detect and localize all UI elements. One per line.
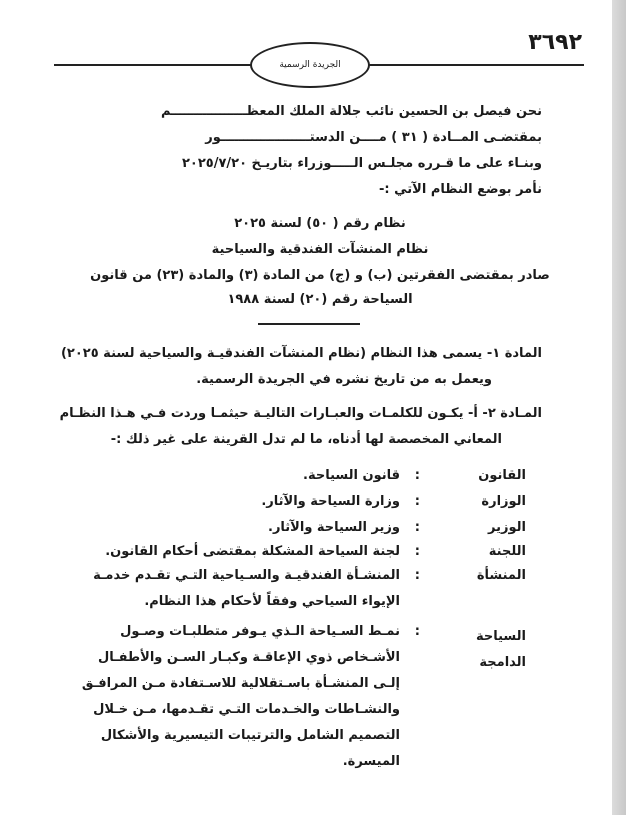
definition-text-inclusive-line-1: نمـط السـياحة الـذي يـوفر متطلبـات وصـول (120, 624, 400, 639)
preamble-line-4: نأمر بوضع النظام الآتي :- (379, 182, 542, 197)
gazette-label: الجريدة الرسمية (279, 60, 341, 70)
definition-text-ministry: وزارة السياحة والآثار. (261, 494, 400, 509)
definition-text-establishment-line-1: المنشـأة الفندقيـة والسـياحية التـي تقـدم خدمـة (93, 568, 400, 583)
regulation-basis-line-1: صادر بمقتضى الفقرتين (ب) و (ج) من المادة (٣) والمادة (٢٣) من قانون (90, 268, 550, 283)
definition-colon: : (414, 520, 420, 535)
page-edge-shadow (612, 0, 626, 815)
definition-term-inclusive-tourism: السياحة الدامجة (475, 629, 526, 670)
article-2-line-1: المـادة ٢- أ- يكـون للكلمـات والعبـارات التاليـة حيثمـا وردت فـي هـذا النظـام (59, 406, 542, 421)
definition-term-establishment: المنشأة (476, 568, 526, 583)
title-separator (258, 323, 360, 325)
preamble-line-3: وبنـاء على ما قـرره مجلـس الـــــوزراء بتاريـخ ٢٠٢٥/٧/٢٠ (181, 156, 542, 171)
page-number: ٣٦٩٢ (528, 30, 582, 55)
definition-colon: : (414, 624, 420, 639)
definition-text-inclusive-line-6: الميسرة. (342, 754, 400, 769)
definition-term-committee: اللجنة (488, 544, 526, 559)
preamble-line-1: نحن فيصل بن الحسين نائب جلالة الملك المعظـــــــــــــــــم (160, 104, 542, 119)
regulation-number: نظام رقم ( ٥٠) لسنة ٢٠٢٥ (234, 216, 406, 231)
definition-text-law: قانون السياحة. (303, 468, 400, 483)
gazette-label-oval (250, 42, 370, 88)
definition-text-committee: لجنة السياحة المشكلة بمقتضى أحكام القانون. (105, 544, 400, 559)
article-1-line-1: المادة ١- يسمى هذا النظام (نظام المنشآت الفندقيـة والسياحية لسنة ٢٠٢٥) (60, 346, 542, 361)
definition-colon: : (414, 544, 420, 559)
regulation-basis-line-2: السياحة رقم (٢٠) لسنة ١٩٨٨ (227, 292, 413, 307)
definition-text-inclusive-line-3: إلـى المنشـأة باسـتقلالية للاسـتفادة مـن المرافـق (81, 676, 400, 691)
definition-text-inclusive-line-4: والنشـاطات والخـدمات التـي تقـدمها، مـن خـلال (93, 702, 400, 717)
definition-term-ministry: الوزارة (481, 494, 526, 509)
definition-text-inclusive-line-2: الأشـخاص ذوي الإعاقـة وكبـار السـن والأطفـال (97, 650, 400, 665)
definition-colon: : (414, 568, 420, 583)
definition-text-inclusive-line-5: التصميم الشامل والترتيبات التيسيرية والأشكال (100, 728, 400, 743)
definition-colon: : (414, 494, 420, 509)
definition-term-law: القانون (478, 468, 526, 483)
article-1-line-2: ويعمل به من تاريخ نشره في الجريدة الرسمية. (196, 372, 492, 387)
regulation-title: نظام المنشآت الفندقية والسياحية (211, 242, 429, 257)
definition-term-minister: الوزير (488, 520, 526, 535)
definition-text-establishment-line-2: الإيواء السياحي وفقاً لأحكام هذا النظام. (144, 594, 400, 609)
preamble-line-2: بمقتضـى المــادة ( ٣١ ) مــــن الدستــــــــــــــــــــور (205, 130, 542, 145)
article-2-line-2: المعاني المخصصة لها أدناه، ما لم تدل القرينة على غير ذلك :- (110, 432, 502, 447)
definition-text-minister: وزير السياحة والآثار. (268, 520, 400, 535)
definition-colon: : (414, 468, 420, 483)
